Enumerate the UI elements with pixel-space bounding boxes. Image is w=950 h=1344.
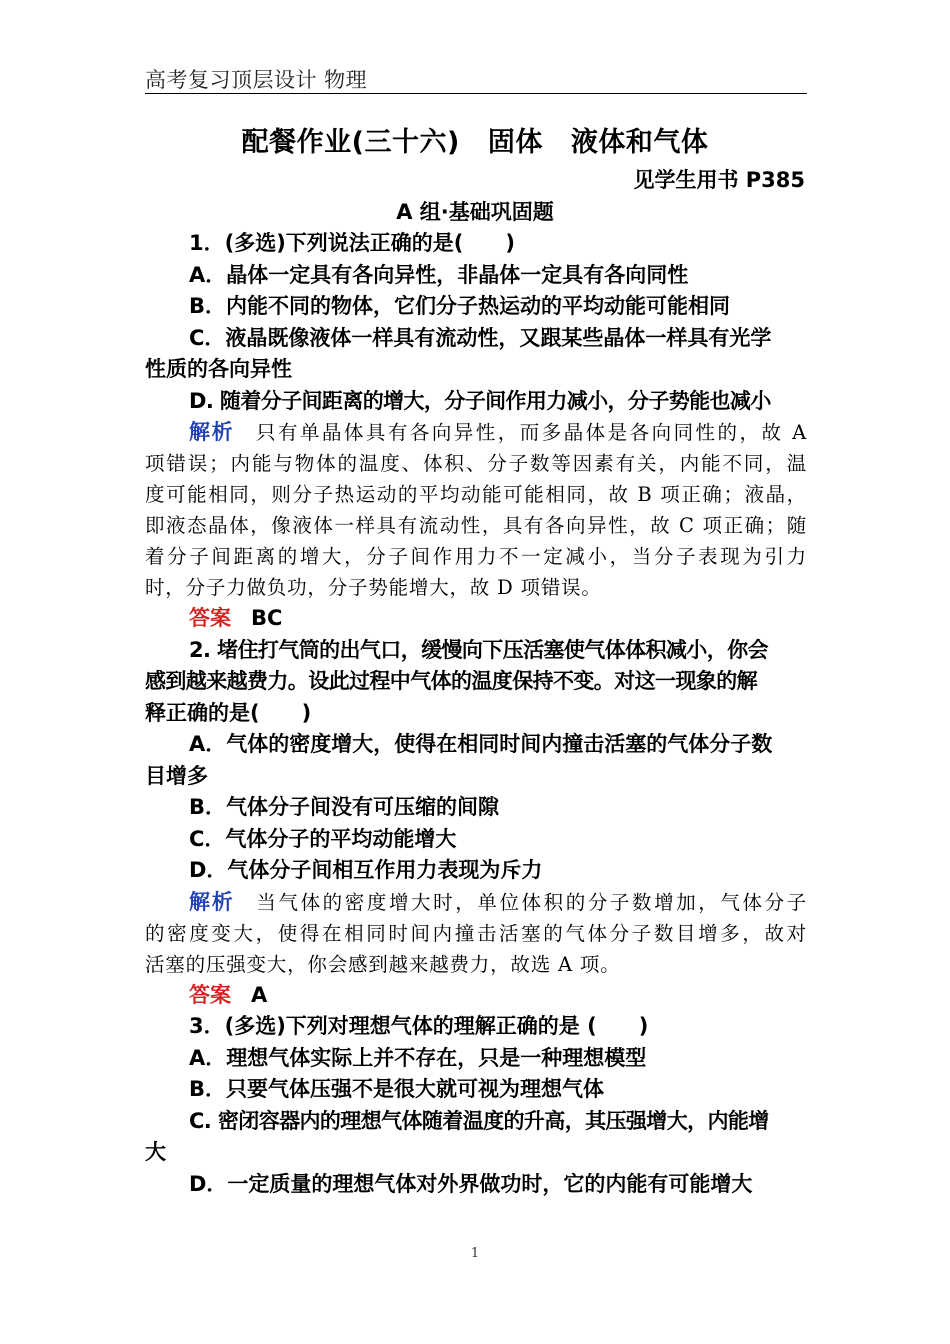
analysis-line: 度可能相同，则分子热运动的平均动能可能相同，故 B 项正确；液晶， xyxy=(145,483,807,506)
title-part-2: 固体 xyxy=(487,127,543,158)
section-heading: A 组·基础巩固题 xyxy=(396,200,554,224)
option-c: C．液晶既像液体一样具有流动性，又跟某些晶体一样具有光学 xyxy=(189,325,772,350)
question-3 xyxy=(145,1011,807,1200)
question-1 xyxy=(145,228,807,635)
option-d: D. 随着分子间距离的增大，分子间作用力减小，分子势能也减小 xyxy=(189,388,771,413)
question-stem-cont: 释正确的是( ) xyxy=(145,700,312,725)
option-a: A．气体的密度增大，使得在相同时间内撞击活塞的气体分子数 xyxy=(189,732,773,756)
analysis-label: 解析 xyxy=(189,420,235,444)
option-c-cont: 性质的各向异性 xyxy=(145,357,292,381)
analysis-line: 即液态晶体，像液体一样具有流动性，具有各向异性，故 C 项正确；随 xyxy=(145,514,807,537)
page-number: 1 xyxy=(470,1246,480,1261)
analysis-line: 着分子间距离的增大，分子间作用力不一定减小，当分子表现为引力 xyxy=(145,545,807,568)
answer-line xyxy=(145,603,807,635)
option-c: C. 密闭容器内的理想气体随着温度的升高，其压强增大，内能增 xyxy=(189,1108,769,1133)
analysis-line: 活塞的压强变大，你会感到越来越费力，故选 A 项。 xyxy=(145,952,621,976)
option-a: A．理想气体实际上并不存在，只是一种理想模型 xyxy=(189,1045,647,1070)
question-2 xyxy=(145,635,807,1012)
analysis-label: 解析 xyxy=(189,889,235,914)
option-d: D．一定质量的理想气体对外界做功时，它的内能有可能增大 xyxy=(189,1171,753,1196)
option-a: A．晶体一定具有各向异性，非晶体一定具有各向同性 xyxy=(189,262,689,287)
title-part-1: 配餐作业(三十六) xyxy=(241,127,460,158)
answer-line xyxy=(145,980,807,1012)
option-c-cont: 大 xyxy=(145,1140,166,1164)
running-header: 高考复习顶层设计 物理 xyxy=(145,68,368,92)
option-d: D．气体分子间相互作用力表现为斥力 xyxy=(189,858,543,882)
answer-label: 答案 xyxy=(189,982,231,1007)
option-b: B．内能不同的物体，它们分子热运动的平均动能可能相同 xyxy=(189,294,731,318)
answer-value: A xyxy=(251,982,268,1007)
analysis-line: 项错误；内能与物体的温度、体积、分子数等因素有关，内能不同，温 xyxy=(145,452,807,475)
question-stem: 1．(多选)下列说法正确的是( ) xyxy=(189,231,516,255)
analysis-line: 时，分子力做负功，分子势能增大，故 D 项错误。 xyxy=(145,576,602,599)
option-b: B．气体分子间没有可压缩的间隙 xyxy=(189,795,500,819)
question-stem-cont: 感到越来越费力。设此过程中气体的温度保持不变。对这一现象的解 xyxy=(145,669,757,693)
option-a-cont: 目增多 xyxy=(145,763,208,788)
answer-value: BC xyxy=(251,606,283,630)
question-stem: 2. 堵住打气筒的出气口，缓慢向下压活塞使气体体积减小，你会 xyxy=(189,637,768,662)
textbook-reference: 见学生用书 P385 xyxy=(633,168,805,192)
analysis-line: 的密度变大，使得在相同时间内撞击活塞的气体分子数目增多，故对 xyxy=(145,921,807,945)
option-b: B．只要气体压强不是很大就可视为理想气体 xyxy=(189,1077,605,1101)
title-part-3: 液体和气体 xyxy=(570,127,709,158)
analysis-line: 解析 当气体的密度增大时，单位体积的分子数增加，气体分子 xyxy=(189,889,807,914)
option-c: C．气体分子的平均动能增大 xyxy=(189,826,457,851)
exercise-content xyxy=(145,228,807,1200)
header-rule xyxy=(145,93,807,94)
answer-label: 答案 xyxy=(189,606,231,630)
page-title xyxy=(0,120,950,159)
analysis-line: 解析 只有单晶体具有各向异性，而多晶体是各向同性的，故 A xyxy=(189,420,807,444)
question-stem: 3．(多选)下列对理想气体的理解正确的是 ( ) xyxy=(189,1014,649,1038)
